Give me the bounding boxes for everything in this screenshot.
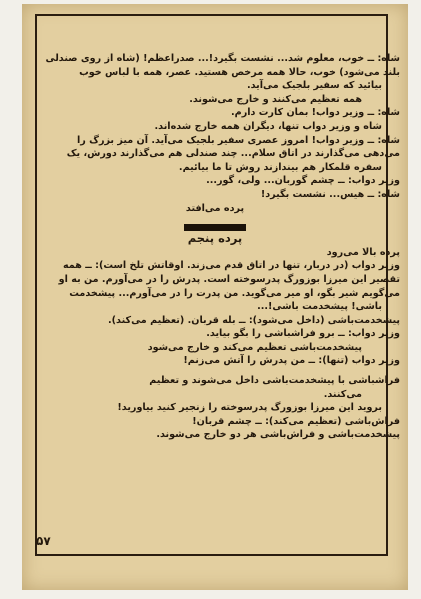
section-separator-bar [30, 222, 400, 229]
stage-direction: همه تعظیم می‌کنند و خارج می‌شوند. [189, 93, 362, 105]
stage-direction: می‌کنند. [323, 388, 362, 400]
text-line: شاه: ــ وزیر دواب! بمان کارت دارم. [231, 107, 400, 119]
text-line: بیائید که سفیر بلجیک می‌آید. [246, 80, 382, 92]
text-line: بروید این میرزا بوزورگ پدرسوخته را زنجیر کنید بیاورید! [117, 402, 382, 414]
curtain-falls: پرده می‌افتد [185, 202, 245, 214]
text-line: می‌دهی می‌گذارند در اتاق سلام... چند صندلی هم می‌گذارند دورش، یک [66, 148, 400, 160]
play-text [30, 52, 400, 586]
text-line: پیشخدمت‌باشی (داخل می‌شود): ــ بله قربان. (تعظیم می‌کند). [108, 314, 400, 326]
section-heading: پرده پنجم [187, 231, 243, 246]
stage-direction: پیشخدمت‌باشی و فراش‌باشی هر دو خارج می‌شوند. [156, 429, 400, 441]
stage-direction: فراشباشی با پیشخدمت‌باشی داخل می‌شوند و تعظیم [149, 375, 400, 387]
text-line: وزیر دواب (تنها): ــ من پدرش را آتش می‌زنم! [183, 355, 400, 367]
stage-direction: شاه و وزیر دواب تنها، دیگران همه خارج شده‌اند. [154, 120, 382, 132]
text-line: وزیر دواب: ــ برو فراشباشی را بگو بیاید. [206, 328, 400, 340]
text-line: باشی! پیشخدمت باشی!... [257, 301, 382, 313]
text-line: تقصیر این میرزا بوزورگ پدرسوخته است. پدرش را در می‌آورم. من به او [58, 273, 400, 285]
text-line: شاه: ــ خوب، معلوم شد... نشست بگیرد!... صدراعظم! (شاه از روی صندلی [45, 53, 400, 64]
curtain-rises: پرده بالا می‌رود [326, 246, 400, 258]
text-line: بلند می‌شود) خوب، حالا همه مرخص هستید. عصر، همه با لباس خوب [79, 66, 400, 78]
page-sheet [22, 4, 408, 590]
text-line: وزیر دواب (در دربار، تنها در اتاق قدم می‌زند. اوقاتش تلخ است): ــ همه [62, 260, 400, 272]
page-number: ۵۷ [36, 534, 51, 548]
text-line: وزیر دواب: ــ چشم گوربان... ولی، گور... [206, 175, 400, 187]
text-line: فراش‌باشی (تعظیم می‌کند): ــ چشم قربان! [192, 415, 400, 427]
text-line: سفره قلمکار هم بیندازند روش تا ما بیائیم. [178, 161, 382, 173]
text-line: می‌گویم شیر بگو، او میر می‌گوید. من پدرت را در می‌آورم... پیشخدمت [69, 287, 400, 299]
text-line: شاه: ــ هیس... نشست بگیرد! [260, 188, 400, 200]
text-line: شاه: ــ وزیر دواب! امروز عصری سفیر بلجیک می‌آید. آن میز بزرگ را [76, 134, 400, 146]
stage-direction: پیشخدمت‌باشی تعظیم می‌کند و خارج می‌شود [147, 341, 362, 353]
